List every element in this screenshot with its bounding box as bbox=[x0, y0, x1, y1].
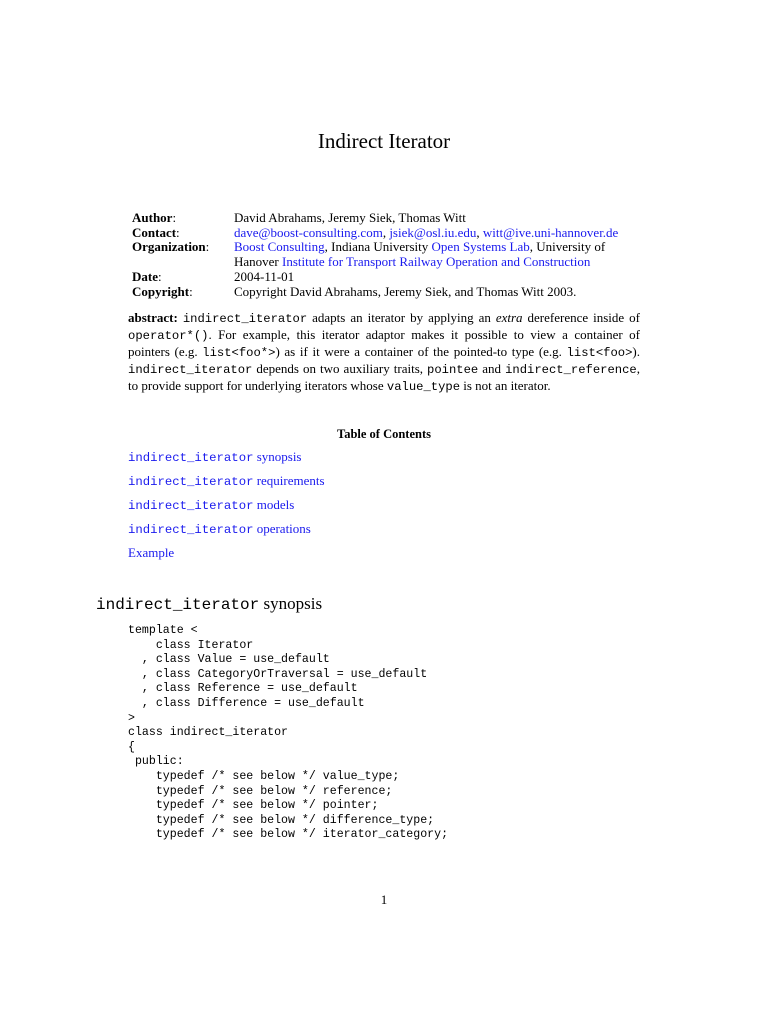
org-text: , University of Hanover bbox=[234, 239, 606, 270]
copyright-label: Copyright: bbox=[132, 283, 193, 299]
date-value: 2004-11-01 bbox=[234, 268, 295, 284]
abstract-text: , to provide support for underlying iterators whose bbox=[128, 361, 640, 393]
org-link-hanover[interactable]: Institute for Transport Railway Operation and Construction bbox=[282, 254, 591, 270]
abstract-code: indirect_iterator bbox=[182, 312, 308, 326]
abstract-emphasis: extra bbox=[495, 310, 523, 325]
date-label-text: Date bbox=[132, 268, 158, 284]
docinfo-date-row bbox=[132, 270, 638, 285]
abstract-block bbox=[128, 310, 640, 395]
docinfo-table bbox=[132, 211, 638, 299]
docinfo-copyright-row bbox=[132, 285, 638, 300]
abstract-text: is not an iterator. bbox=[460, 378, 551, 393]
toc-link-code: indirect_iterator bbox=[128, 451, 254, 465]
toc-link-text: operations bbox=[253, 521, 311, 536]
abstract-text: . For example, this iterator adaptor makes it possible to view a container of pointers (e.g. bbox=[128, 327, 640, 359]
toc-link-operations[interactable] bbox=[128, 521, 311, 538]
toc-link-text: requirements bbox=[253, 473, 325, 488]
toc-title: Table of Contents bbox=[337, 427, 431, 441]
org-link-osl[interactable]: Open Systems Lab bbox=[431, 239, 530, 255]
toc-link-code: indirect_iterator bbox=[128, 523, 254, 537]
docinfo-author-row bbox=[132, 211, 638, 226]
toc-link-text: Example bbox=[128, 545, 175, 560]
document-title: Indirect Iterator bbox=[317, 129, 451, 153]
abstract-code: pointee bbox=[427, 363, 479, 377]
contact-email-link[interactable]: witt@ive.uni-hannover.de bbox=[482, 224, 619, 240]
abstract-code: indirect_iterator bbox=[128, 363, 253, 377]
contact-email-link[interactable]: jsiek@osl.iu.edu bbox=[389, 224, 477, 240]
abstract-text: ) as if it were a container of the pointed-to type (e.g. bbox=[275, 344, 567, 359]
toc-link-text: synopsis bbox=[253, 449, 302, 464]
docinfo-organization-row bbox=[132, 240, 638, 269]
page-number: 1 bbox=[380, 892, 388, 907]
abstract-code: list<foo*> bbox=[202, 346, 276, 360]
organization-label: Organization: bbox=[132, 239, 210, 255]
toc-link-text: models bbox=[253, 497, 295, 512]
abstract-text: depends on two auxiliary traits, bbox=[252, 361, 428, 376]
toc-link-models[interactable] bbox=[128, 497, 294, 514]
contact-value: dave@boost-consulting.com, jsiek@osl.iu.edu, witt@ive.uni-hannover.de bbox=[234, 224, 619, 240]
abstract-label: abstract: bbox=[128, 310, 178, 325]
org-text: , Indiana University bbox=[324, 239, 432, 255]
org-link-boost[interactable]: Boost Consulting bbox=[234, 239, 325, 255]
abstract-code: list<foo> bbox=[566, 346, 633, 360]
code-block: template < class Iterator , class Value = use_default , class CategoryOrTraversal = use_default , class Reference = use_default , class Difference = use_default > class indirect_iterator { public: typedef /* see below */ value_type; typedef /* see below */ reference; typedef /* see below */ pointer; typedef /* see below */ difference_type; typedef /* see below */ iterator_category; bbox=[128, 624, 449, 842]
copyright-value: Copyright David Abrahams, Jeremy Siek, and Thomas Witt 2003. bbox=[234, 283, 577, 299]
contact-label: Contact: bbox=[132, 224, 180, 240]
toc-link-synopsis[interactable] bbox=[128, 449, 302, 466]
abstract-text: and bbox=[478, 361, 506, 376]
author-label: Author: bbox=[132, 210, 177, 225]
toc-link-code: indirect_iterator bbox=[128, 499, 254, 513]
docinfo-contact-row bbox=[132, 226, 638, 241]
abstract-text: ). bbox=[632, 344, 641, 359]
contact-email-link[interactable]: dave@boost-consulting.com bbox=[234, 224, 383, 240]
section-heading-code: indirect_iterator bbox=[96, 596, 260, 614]
author-value: David Abrahams, Jeremy Siek, Thomas Witt bbox=[234, 210, 466, 225]
organization-value bbox=[234, 240, 638, 269]
abstract-text: adapts an iterator by applying an bbox=[307, 310, 496, 325]
abstract-code: indirect_reference bbox=[505, 363, 637, 377]
abstract-paragraph bbox=[128, 310, 640, 395]
toc-link-example[interactable] bbox=[128, 545, 174, 562]
abstract-code: operator*() bbox=[128, 329, 209, 343]
abstract-text: dereference inside of bbox=[522, 310, 640, 325]
contact-label-text: Contact bbox=[132, 224, 177, 240]
toc-link-requirements[interactable] bbox=[128, 473, 325, 490]
section-heading-text: synopsis bbox=[259, 594, 323, 613]
abstract-code: value_type bbox=[386, 380, 461, 394]
section-heading-synopsis bbox=[96, 594, 322, 615]
date-label: Date: bbox=[132, 268, 162, 284]
author-label-text: Author bbox=[132, 210, 173, 225]
organization-label-text: Organization bbox=[132, 239, 206, 255]
toc-link-code: indirect_iterator bbox=[128, 475, 254, 489]
copyright-label-text: Copyright bbox=[132, 283, 190, 299]
